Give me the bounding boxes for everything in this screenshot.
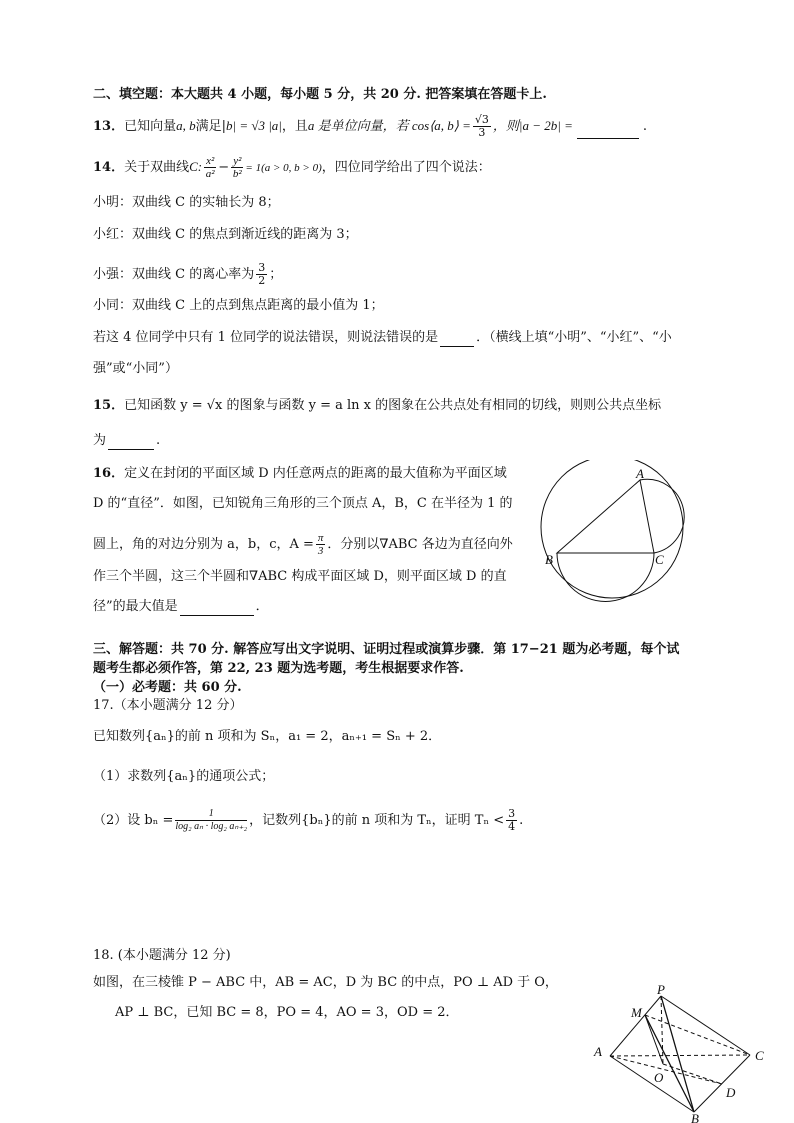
q17-part-2-text-b: ，记数列{bₙ}的前 n 项和为 Tₙ，证明 Tₙ <: [249, 813, 505, 828]
q17-part-2-end: .: [519, 813, 524, 828]
question-16-line-1: [93, 465, 507, 483]
edge-od: [663, 1064, 722, 1084]
edge-mo: [645, 1015, 663, 1064]
label-b: B: [545, 552, 553, 567]
q15-answer-blank[interactable]: [108, 435, 154, 450]
q14-question: [93, 329, 672, 347]
q17-b-fraction: [175, 808, 247, 833]
q14-equation: = 1(a > 0, b > 0): [245, 162, 322, 174]
q13-frac-num: √3: [474, 113, 489, 126]
q14-s3-fraction: [256, 262, 267, 287]
q14-frac2-den: b²: [232, 168, 242, 180]
section-2-heading: 二、填空题：本大题共 4 小题，每小题 5 分，共 20 分. 把答案填在答题卡上.: [93, 87, 547, 102]
q14-question-hint: ．（横线上填“小明”、“小红”、“小: [476, 330, 672, 345]
q14-s3-frac-num: 3: [258, 261, 266, 274]
question-15: [93, 397, 661, 415]
q14-answer-blank[interactable]: [440, 332, 474, 347]
q14-statement-2: 小红：双曲线 C 的焦点到渐近线的距离为 3；: [93, 227, 358, 242]
q17-bound-num: 3: [508, 807, 516, 820]
q14-statement-1: 小明：双曲线 C 的实轴长为 8；: [93, 195, 280, 210]
q16-line-3: [93, 532, 513, 557]
q18-line-2: AP ⊥ BC，已知 BC = 8，PO = 4，AO = 3，OD = 2．: [115, 1005, 459, 1020]
edge-mb: [645, 1015, 694, 1112]
q15-text: 已知函数 y = √x 的图象与函数 y = a ln x 的图象在公共点处有相同的切线，则则公共点坐标: [124, 398, 662, 413]
q17-title: 17.（本小题满分 12 分）: [93, 698, 243, 713]
q16-figure: [535, 460, 695, 610]
q14-minus: −: [218, 160, 230, 175]
q13-condition: b| = √3 |a|: [226, 118, 282, 133]
q13-number: 13．: [93, 119, 125, 134]
q15-text-b: 为: [93, 433, 107, 448]
question-13: 13．已知向量a, b满足|b| = √3 |a|，且a 是单位向量，若 cos⟨a, b⟩ = $\frac{√3}{3}$ ，则|a − 2b| = .: [93, 113, 648, 139]
q14-frac2: [231, 155, 243, 180]
edge-pb: [661, 996, 694, 1112]
q14-s3-frac-den: 2: [258, 274, 266, 287]
q14-text-b: ，四位同学给出了四个说法：: [321, 160, 491, 175]
q14-s3-end: ；: [269, 267, 283, 282]
label-b3: B: [691, 1111, 699, 1123]
section-3-heading-2: 题考生都必须作答，第 22, 23 题为选考题，考生根据要求作答.: [93, 661, 464, 676]
q17-part-2-text-a: （2）设 bₙ =: [93, 813, 174, 828]
q14-frac1: [204, 155, 216, 180]
triangle-abc: [557, 480, 654, 553]
label-o: O: [654, 1070, 664, 1085]
label-a: A: [636, 466, 644, 481]
edge-ad: [610, 1056, 722, 1084]
label-a3: A: [594, 1044, 602, 1059]
q14-curve: C:: [189, 159, 203, 174]
q16-line-2: D 的“直径”．如图，已知锐角三角形的三个顶点 A，B，C 在半径为 1 的: [93, 496, 513, 511]
q13-text-e: ，则|a − 2b| =: [492, 118, 573, 133]
question-14: [93, 155, 491, 180]
q14-text-a: 关于双曲线: [124, 160, 190, 175]
q16-line-4: 作三个半圆，这三个半圆和∇ABC 构成平面区域 D，则平面区域 D 的直: [93, 569, 507, 584]
q18-title: 18. (本小题满分 12 分): [93, 948, 231, 963]
q16-line-5: [93, 598, 269, 616]
q14-frac1-num: x²: [206, 155, 215, 167]
q16-text-5b: ．: [255, 599, 269, 614]
semicircle-bc: [557, 553, 654, 602]
section-3-heading-1: 三、解答题：共 70 分. 解答应写出文字说明、证明过程或演算步骤．第 17−21 题为必考题，每个试: [93, 642, 680, 657]
q16-answer-blank[interactable]: [180, 601, 254, 616]
q13-fraction: [473, 114, 491, 139]
q17-part-2: [93, 808, 523, 833]
q17-given: 已知数列{aₙ}的前 n 项和为 Sₙ，a₁ = 2，aₙ₊₁ = Sₙ + 2．: [93, 729, 442, 744]
label-c: C: [655, 552, 664, 567]
q13-vectors: a, b: [176, 118, 196, 133]
q14-statement-4: 小同：双曲线 C 上的点到焦点距离的最小值为 1；: [93, 298, 384, 313]
edge-ac: [610, 1055, 750, 1056]
q16-text-1: 定义在封闭的平面区域 D 内任意两点的距离的最大值称为平面区域: [124, 466, 507, 481]
label-p: P: [657, 984, 665, 997]
q16-text-5a: 径”的最大值是: [93, 599, 178, 614]
q17-bound-fraction: [506, 808, 517, 833]
q17-bound-den: 4: [508, 820, 516, 833]
label-c3: C: [755, 1048, 764, 1063]
edge-ab: [610, 1056, 694, 1112]
q16-text-3b: ．分别以∇ABC 各边为直径向外: [327, 537, 513, 552]
label-d: D: [726, 1085, 736, 1100]
q14-question-text: 若这 4 位同学中只有 1 位同学的说法错误，则说法错误的是: [93, 330, 439, 345]
q14-question-continued: 强”或“小同”）: [93, 361, 178, 376]
q15-text-c: .: [156, 433, 161, 448]
q15-number: 15．: [93, 398, 125, 413]
q14-number: 14．: [93, 160, 125, 175]
q14-frac1-den: a²: [205, 168, 215, 180]
q17-b-num: 1: [175, 808, 247, 821]
q18-figure: [588, 984, 778, 1123]
q16-text-3a: 圆上，角的对边分别为 a，b，c，A =: [93, 537, 314, 552]
q13-answer-blank[interactable]: [577, 124, 639, 139]
q17-part-1: （1）求数列{aₙ}的通项公式；: [93, 769, 275, 784]
q16-number: 16．: [93, 466, 125, 481]
q16-frac-num: π: [317, 532, 324, 544]
edge-po: [661, 996, 663, 1064]
q13-text-a: 已知向量: [124, 119, 177, 134]
label-m: M: [631, 1005, 642, 1020]
section-3-subheading: （一）必考题：共 60 分.: [93, 680, 242, 695]
q14-s3-text: 小强：双曲线 C 的离心率为: [93, 267, 255, 282]
q14-statement-3: [93, 262, 282, 287]
edge-mc: [645, 1015, 750, 1055]
q17-b-den: log₂ aₙ · log₂ aₙ₊₂: [175, 821, 248, 832]
q14-frac2-num: y²: [233, 155, 242, 167]
q18-line-1: 如图，在三棱锥 P − ABC 中，AB = AC，D 为 BC 的中点，PO ⊥ AD 于 O，: [93, 975, 558, 990]
q13-text-d: a 是单位向量，若 cos⟨a, b⟩ =: [307, 118, 471, 133]
q16-frac-den: 3: [317, 545, 324, 557]
q16-fraction: [316, 532, 326, 557]
edge-pc: [661, 996, 750, 1055]
q13-text-c: ，且: [281, 119, 308, 134]
q15-answer-line: [93, 432, 160, 450]
circumcircle: [541, 460, 683, 598]
q13-text-b: 满足|: [195, 119, 226, 134]
q13-frac-den: 3: [478, 126, 486, 139]
